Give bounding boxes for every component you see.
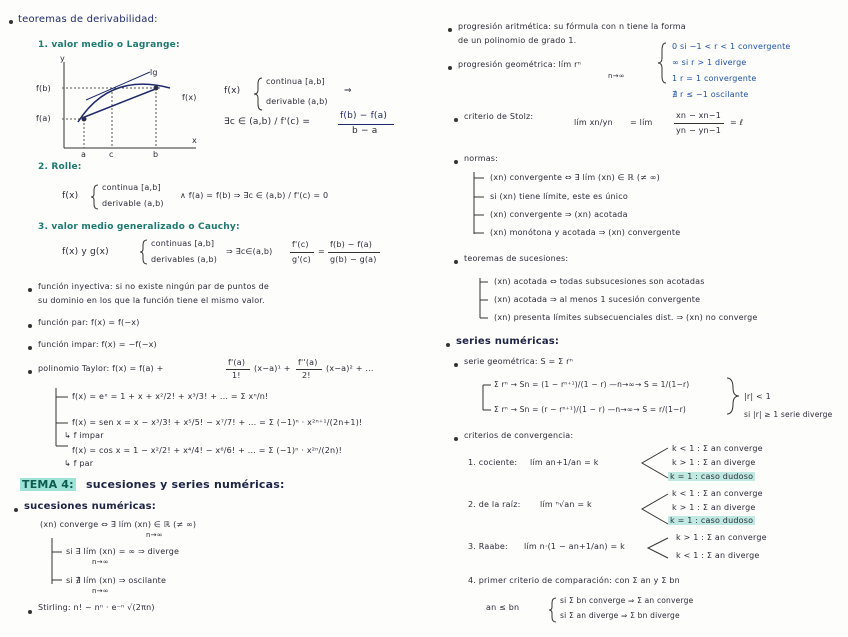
raiz-expr: lím ⁿ√an = k bbox=[540, 500, 592, 509]
geo-case-4: ∄ r ≤ −1 oscilante bbox=[672, 90, 749, 99]
cociente-result-3: k = 1 : caso dudoso bbox=[670, 472, 754, 481]
norma-4: (xn) monótona y acotada ⇒ (xn) convergente bbox=[490, 228, 681, 237]
bullet bbox=[28, 324, 32, 328]
bullet bbox=[9, 20, 13, 24]
criterio-cociente: 1. cociente: bbox=[468, 458, 518, 467]
fraction-bar bbox=[328, 252, 380, 253]
geo-case-3: 1 r = 1 convergente bbox=[672, 74, 757, 83]
sucesion-diverge: si ∃ lím (xn) = ∞ ⇒ diverge bbox=[66, 547, 180, 556]
funcion-par: función par: f(x) = f(−x) bbox=[38, 318, 140, 327]
bullet bbox=[28, 370, 32, 374]
teoremas-title: teoremas de derivabilidad: bbox=[18, 14, 158, 25]
fraction-bar bbox=[290, 252, 314, 253]
arrow-raabe bbox=[648, 538, 668, 558]
aritmetica-line2: de un polinomio de grado 1. bbox=[458, 36, 577, 45]
geo-case-1: 0 si −1 < r < 1 convergente bbox=[672, 42, 791, 51]
bullet bbox=[454, 437, 458, 441]
bullet bbox=[28, 610, 32, 614]
stolz-numerator: xn − xn−1 bbox=[676, 111, 721, 120]
bullet bbox=[454, 160, 458, 164]
cauchy-fg: f(x) y g(x) bbox=[62, 247, 109, 257]
taylor-mid: (x−a)¹ + bbox=[254, 364, 291, 373]
fraction-bar bbox=[338, 124, 394, 125]
serie-geometrica: serie geométrica: S = Σ rⁿ bbox=[464, 357, 574, 366]
arrow-cociente bbox=[642, 448, 668, 478]
funcion-impar: función impar: f(x) = −f(−x) bbox=[38, 340, 157, 349]
fraction-bar bbox=[674, 123, 724, 124]
taylor-sen-note: ↳ f impar bbox=[64, 431, 104, 440]
criterio-raiz: 2. de la raíz: bbox=[468, 500, 521, 509]
rolle-rest: ∧ f(a) = f(b) ⇒ ∃c ∈ (a,b) / f'(c) = 0 bbox=[180, 191, 329, 200]
rolle-title: 2. Rolle: bbox=[38, 162, 82, 172]
cauchy-title: 3. valor medio generalizado o Cauchy: bbox=[38, 222, 240, 232]
stolz-title: criterio de Stolz: bbox=[464, 112, 534, 121]
cauchy-frac2-num: f(b) − f(a) bbox=[330, 240, 373, 249]
graph-a-label: a bbox=[81, 150, 87, 159]
bullet bbox=[28, 346, 32, 350]
geo-sum-1: Σ rⁿ → Sn = (1 − rⁿ⁺¹)/(1 − r) —n→∞→ S = 1/(1−r) bbox=[494, 380, 690, 389]
inyectiva-line1: función inyectiva: si no existe ningún par de puntos de bbox=[38, 282, 270, 291]
raabe-result-1: k > 1 : Σ an converge bbox=[676, 533, 767, 542]
sucesiones-arrows bbox=[52, 538, 62, 584]
lagrange-denominator: b − a bbox=[352, 126, 378, 136]
stirling: Stirling: n! ~ nⁿ · e⁻ⁿ √(2πn) bbox=[38, 603, 155, 612]
graph-fx-label: f(x) bbox=[182, 93, 197, 102]
norma-3: (xn) convergente ⇒ (xn) acotada bbox=[490, 210, 628, 219]
cociente-result-2: k > 1 : Σ an diverge bbox=[672, 458, 756, 467]
taylor-frac2-den: 2! bbox=[302, 371, 311, 380]
normas-arrows bbox=[474, 172, 484, 234]
sucesiones-title: sucesiones numéricas: bbox=[24, 501, 156, 512]
cociente-result-1: k < 1 : Σ an converge bbox=[672, 444, 763, 453]
stolz-result: = ℓ bbox=[730, 118, 744, 127]
fraction-bar bbox=[226, 369, 250, 370]
limit-subscript: n→∞ bbox=[146, 531, 163, 539]
taylor-cos-note: ↳ f par bbox=[64, 459, 94, 468]
bullet bbox=[454, 260, 458, 264]
limit-subscript: n→∞ bbox=[92, 558, 109, 566]
bullet bbox=[448, 66, 452, 70]
bullet bbox=[454, 118, 458, 122]
brace-cauchy bbox=[140, 240, 147, 264]
rolle-cond1: continua [a,b] bbox=[102, 183, 161, 192]
graph-c-label: c bbox=[109, 150, 114, 159]
taylor-end: (x−a)² + ... bbox=[326, 364, 374, 373]
tema-label: TEMA 4: bbox=[22, 478, 74, 491]
bullet bbox=[448, 28, 452, 32]
geo-serie-arrows bbox=[483, 385, 491, 410]
cauchy-frac1-den: g'(c) bbox=[292, 255, 311, 264]
cauchy-exists: ⇒ ∃c∈(a,b) bbox=[226, 247, 273, 256]
teoremas-arrows bbox=[480, 278, 488, 318]
sucesion-oscilante: si ∄ lím (xn) ⇒ oscilante bbox=[66, 576, 167, 585]
stolz-equals: = lím bbox=[630, 118, 653, 127]
graph-lg-label: lg bbox=[150, 68, 158, 77]
raabe-expr: lím n·(1 − an+1/an) = k bbox=[524, 542, 625, 551]
comparacion-lead: an ≤ bn bbox=[486, 603, 520, 612]
cociente-expr: lím an+1/an = k bbox=[530, 458, 599, 467]
geo-case-2: ∞ si r > 1 diverge bbox=[672, 58, 747, 67]
geo-cond-2: si |r| ≥ 1 serie diverge bbox=[744, 410, 833, 419]
raabe-result-2: k < 1 : Σ an diverge bbox=[676, 551, 760, 560]
teorema-suc-3: (xn) presenta límites subsecuenciales dist. ⇒ (xn) no converge bbox=[494, 313, 758, 322]
arrow-raiz bbox=[642, 494, 668, 524]
brace-lagrange bbox=[254, 78, 262, 110]
tangent-line bbox=[86, 72, 150, 100]
lagrange-exists: ∃c ∈ (a,b) / f'(c) = bbox=[224, 117, 311, 127]
bullet bbox=[28, 288, 32, 292]
equals-sign: = bbox=[318, 247, 325, 256]
taylor-title: polinomio Taylor: f(x) = f(a) + bbox=[38, 364, 164, 373]
tema-title: sucesiones y series numéricas: bbox=[86, 478, 285, 491]
stolz-limit: lím xn/yn bbox=[574, 118, 613, 127]
limit-subscript: n→∞ bbox=[608, 72, 625, 80]
taylor-frac1-den: 1! bbox=[232, 371, 241, 380]
taylor-cos: f(x) = cos x = 1 − x²/2! + x⁴/4! − x⁶/6! + ... = Σ (−1)ⁿ · x²ⁿ/(2n)! bbox=[72, 446, 343, 455]
taylor-frac2-num: f''(a) bbox=[298, 358, 318, 367]
rolle-fx: f(x) bbox=[62, 191, 79, 201]
taylor-sen: f(x) = sen x = x − x³/3! + x⁵/5! − x⁷/7! + ... = Σ (−1)ⁿ · x²ⁿ⁺¹/(2n+1)! bbox=[72, 418, 363, 427]
raiz-result-2: k > 1 : Σ an diverge bbox=[672, 503, 756, 512]
graph-b-label: b bbox=[153, 150, 159, 159]
cauchy-frac2-den: g(b) − g(a) bbox=[330, 255, 377, 264]
cauchy-cond2: derivables (a,b) bbox=[151, 255, 218, 264]
raiz-result-3: k = 1 : caso dudoso bbox=[670, 516, 754, 525]
brace-geo-cond bbox=[727, 378, 739, 414]
norma-2: si (xn) tiene límite, este es único bbox=[490, 192, 628, 201]
teorema-suc-2: (xn) acotada ⇒ al menos 1 sucesión convergente bbox=[494, 295, 701, 304]
brace-comparacion bbox=[549, 598, 556, 622]
lagrange-arrow: ⇒ bbox=[344, 86, 352, 96]
norma-1: (xn) convergente ⇔ ∃ lím (xn) ∈ ℝ (≠ ∞) bbox=[490, 173, 660, 182]
brace-geometrica bbox=[658, 43, 666, 83]
graph-fb-label: f(b) bbox=[36, 84, 51, 93]
raiz-result-1: k < 1 : Σ an converge bbox=[672, 489, 763, 498]
lagrange-cond2: derivable (a,b) bbox=[266, 97, 328, 106]
graph-fa-label: f(a) bbox=[36, 114, 51, 123]
fraction-bar bbox=[296, 369, 322, 370]
criterios-title: criterios de convergencia: bbox=[464, 431, 574, 440]
graph-y-label: y bbox=[60, 54, 65, 63]
teoremas-sucesiones-title: teoremas de sucesiones: bbox=[464, 254, 569, 263]
rolle-cond2: derivable (a,b) bbox=[102, 199, 164, 208]
cauchy-frac1-num: f'(c) bbox=[292, 240, 309, 249]
cauchy-cond1: continuas [a,b] bbox=[151, 239, 215, 248]
criterio-comparacion: 4. primer criterio de comparación: con Σ an y Σ bn bbox=[468, 576, 680, 585]
bullet bbox=[446, 343, 450, 347]
taylor-exp: f(x) = eˣ = 1 + x + x²/2! + x³/3! + ... = Σ xⁿ/n! bbox=[72, 392, 269, 401]
limit-subscript: n→∞ bbox=[92, 587, 109, 595]
sucesion-converge: (xn) converge ⇔ ∃ lím (xn) ∈ ℝ (≠ ∞) bbox=[40, 520, 197, 529]
criterio-raabe: 3. Raabe: bbox=[468, 542, 508, 551]
stolz-denominator: yn − yn−1 bbox=[676, 126, 721, 135]
aritmetica-line1: progresión aritmética: su fórmula con n tiene la forma bbox=[458, 22, 686, 31]
brace-rolle bbox=[91, 185, 98, 209]
series-title: series numéricas: bbox=[456, 336, 560, 347]
bullet bbox=[14, 508, 18, 512]
geo-sum-2: Σ rⁿ → Sn = (r − rⁿ⁺¹)/(1 − r) —n→∞→ S = r/(1−r) bbox=[494, 405, 686, 414]
teorema-suc-1: (xn) acotada ⇔ todas subsucesiones son acotadas bbox=[494, 277, 705, 286]
comparacion-result-1: si Σ bn converge ⇒ Σ an converge bbox=[560, 596, 694, 605]
lagrange-title: 1. valor medio o Lagrange: bbox=[38, 40, 180, 50]
lagrange-cond1: continua [a,b] bbox=[266, 77, 325, 86]
lagrange-numerator: f(b) − f(a) bbox=[340, 111, 388, 121]
comparacion-result-2: si Σ an diverge ⇒ Σ bn diverge bbox=[560, 611, 680, 620]
taylor-frac1-num: f'(a) bbox=[228, 358, 246, 367]
graph-x-label: x bbox=[192, 136, 197, 145]
geo-cond-1: |r| < 1 bbox=[744, 392, 771, 401]
bullet bbox=[454, 363, 458, 367]
lagrange-fx: f(x) bbox=[224, 86, 241, 96]
geometrica-title: progresión geométrica: lím rⁿ bbox=[458, 60, 581, 69]
lagrange-graph bbox=[62, 62, 196, 148]
normas-title: normas: bbox=[464, 154, 499, 163]
inyectiva-line2: su dominio en los que la función tiene el mismo valor. bbox=[38, 296, 265, 305]
